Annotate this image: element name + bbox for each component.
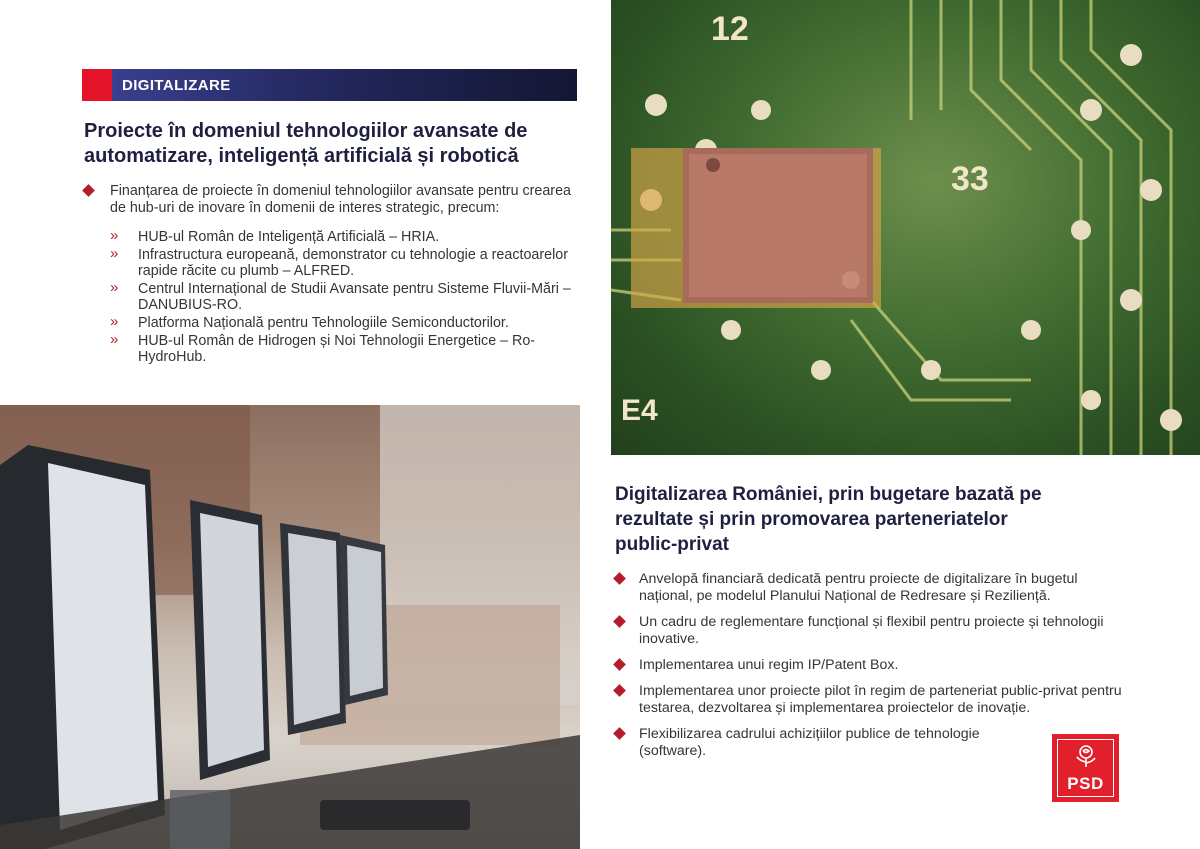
diamond-bullet-icon <box>613 615 626 628</box>
sub-item <box>110 247 577 279</box>
right-bullet <box>614 726 999 760</box>
sub-item <box>110 281 577 313</box>
chevron-icon: » <box>110 245 119 262</box>
circuit-board-photo <box>611 0 1200 455</box>
chevron-icon: » <box>110 313 119 330</box>
sub-item-text: Platforma Națională pentru Tehnologiile Semiconductorilor. <box>138 315 509 331</box>
chevron-icon: » <box>110 227 119 244</box>
left-bullet-text: Finanțarea de proiecte în domeniul tehnologiilor avansate pentru crearea de hub-uri de inovare în domenii de interes strategic, precum: <box>110 183 571 216</box>
sub-item-text: Centrul Internațional de Studii Avansate pentru Sisteme Fluvii-Mări – DANUBIUS-RO. <box>138 281 571 313</box>
right-bullet-text: Flexibilizarea cadrului achizițiilor publice de tehnologie (software). <box>639 726 980 759</box>
psd-logo <box>1052 734 1119 802</box>
left-bullet <box>82 183 577 365</box>
board-label-e4: E4 <box>621 394 658 427</box>
office-monitors-photo <box>0 405 580 849</box>
sub-item <box>110 315 577 331</box>
left-heading: Proiecte în domeniul tehnologiilor avansate de automatizare, inteligență artificială și robotică <box>84 120 528 167</box>
logo-text: PSD <box>1067 774 1104 793</box>
rose-icon <box>1073 744 1099 768</box>
right-bullet <box>614 614 1134 648</box>
diamond-bullet-icon <box>613 658 626 671</box>
sub-item <box>110 229 577 245</box>
board-label-12: 12 <box>711 10 749 48</box>
banner-accent <box>82 69 112 101</box>
diamond-bullet-icon <box>613 572 626 585</box>
right-bullet <box>614 683 1134 717</box>
right-bullet-text: Un cadru de reglementare funcțional și flexibil pentru proiecte și tehnologii inovative. <box>639 614 1104 647</box>
board-label-33: 33 <box>951 160 989 198</box>
chevron-icon: » <box>110 279 119 296</box>
right-bullet-text: Anvelopă financiară dedicată pentru proiecte de digitalizare în bugetul național, pe modelul Planului Național de Redresare și Reziliență. <box>639 571 1078 604</box>
right-heading: Digitalizarea României, prin bugetare bazată pe rezultate și prin promovarea parteneriatelor public-privat <box>615 484 1042 555</box>
section-label: DIGITALIZARE <box>112 69 577 101</box>
circuit-photo-art <box>611 0 1200 455</box>
diamond-bullet-icon <box>613 684 626 697</box>
sub-item-text: HUB-ul Român de Inteligență Artificială – HRIA. <box>138 229 440 245</box>
chevron-icon: » <box>110 331 119 348</box>
sub-item-text: HUB-ul Român de Hidrogen și Noi Tehnologii Energetice – Ro-HydroHub. <box>138 333 536 365</box>
section-banner <box>82 69 577 101</box>
right-bullet-text: Implementarea unor proiecte pilot în regim de parteneriat public-privat pentru testarea, dezvoltarea și implementarea proiectelor de inovație. <box>639 683 1122 716</box>
sub-list <box>110 229 577 365</box>
diamond-bullet-icon <box>613 727 626 740</box>
right-bullet <box>614 657 1134 674</box>
right-bullet-text: Implementarea unui regim IP/Patent Box. <box>639 657 899 673</box>
right-bullet <box>614 571 1134 605</box>
sub-item-text: Infrastructura europeană, demonstrator cu tehnologie a reactoarelor rapide răcite cu plumb – ALFRED. <box>138 247 568 279</box>
sub-item <box>110 333 577 365</box>
office-photo-art <box>0 405 580 849</box>
left-bullet-list <box>82 183 577 367</box>
diamond-bullet-icon <box>82 184 95 197</box>
